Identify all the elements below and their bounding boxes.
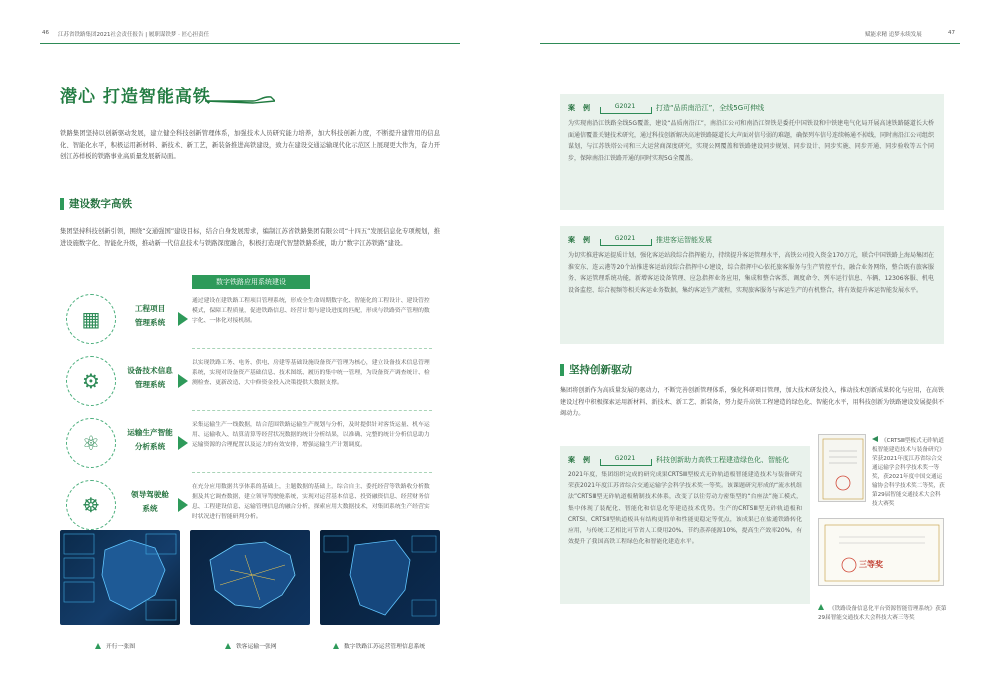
case-body: 为实现南沿江铁路全线5G覆盖，建设“品质南沿江”，南沿江公司和南沿江智铁是委托中国铁设和中铁建电气化局开展高速铁路隧道长大桥面通信覆盖关键技术研究，通过科技创新解决高速铁路隧道长大声面对信号弱的难题，确保列车信号连续畅通不掉线，同时南沿江公司组织谋划，与江苏铁塔公司和三大运营商深度研究，实现公网覆盖和铁路建设同步规划、同步设计、同步实施、同步开通、同步验收等五个同步，保障南沿江铁路开通的同时实现5G全覆盖。 (568, 120, 935, 162)
system-description: 采集运输生产一线数据，结合范围铁路运输生产规划与分析，及时提供针对客货运量、机车运用、运输收入、结算清算等经营状况数据的统计分析结果，以准确、完整的统计分析信息助力运输资源的合理配置以及运力的有效安排，增强运输生产计划调度。 (192, 422, 430, 448)
system-icon-circle (66, 294, 116, 344)
building-icon: ▦ (81, 307, 101, 331)
system-icon-circle (66, 356, 116, 406)
divider (192, 348, 432, 349)
china-map-graphic (190, 530, 310, 625)
case-header: 案例 G2021 打造“品质南沿江”，全线5G可伸线 (568, 103, 765, 112)
right-header-line (540, 43, 960, 44)
triangle-icon (333, 643, 339, 649)
dashboard-image-2 (190, 530, 310, 625)
triangle-icon (225, 643, 231, 649)
right-page-number: 47 (948, 30, 955, 36)
section-heading-innovation (560, 362, 632, 377)
system-row-equipment (60, 352, 430, 414)
system-name: 设备技术信息 管理系统 (127, 366, 173, 389)
section-paragraph: 集团将创新作为高质量发展的驱动力，不断完善创新管理体系，强化科研项目管理，加大技术研发投入，推动技术创新成果转化与应用，在高铁建设过程中积极探索运用新材料、新技术、新工艺、新装备，努力提升高铁工程建造的绿色化、智能化水平，用科技创新为铁路建设发展提供不竭动力。 (560, 387, 944, 417)
systems-banner: 数字铁路应用系统建设 (192, 275, 310, 289)
system-name: 运输生产智能 分析系统 (127, 428, 173, 451)
map-graphic (60, 530, 180, 625)
right-header-title: 赋能求精 追梦永续发展 (865, 32, 922, 38)
system-row-project (60, 290, 430, 352)
left-header-title: 江苏省铁路集团2021社会责任报告 | 履职谋铁梦 · 匠心担责任 (58, 32, 210, 38)
page-title: 潜心 打造智能高铁 (60, 87, 211, 107)
certificate-graphic (819, 519, 945, 587)
system-name: 领导驾驶舱 系统 (131, 490, 169, 513)
case-box-passenger (560, 226, 944, 344)
dashboard-image-3 (320, 530, 440, 625)
dashboard-image-1 (60, 530, 180, 625)
arrow-icon (178, 374, 188, 388)
image-caption-2: 铁客运输一张网 (225, 641, 277, 650)
section-paragraph: 集团坚持科技创新引领，围绕“交通强国”建设目标，结合自身发展需求，编制江苏省铁路集团有限公司“十四五”发展信息化专项规划，推进设施数字化、智能化升级，推动新一代信息技术与铁路深度融合，积极打造现代智慧铁路系统，助力“数字江苏铁路”建设。 (60, 228, 440, 247)
triangle-icon (818, 604, 824, 610)
arrow-icon (178, 498, 188, 512)
system-description: 以实现铁路工务、电务、供电、房建等基础设施设备资产管理为核心，建立设备技术信息管理系统，实现对设备资产基础信息、技术图纸、履历的集中统一管理，为设备资产调查统计、检测检查、更新改造、大中修资金投入决策提供大数据支撑。 (192, 360, 430, 386)
section-heading-digital (60, 196, 132, 211)
system-description: 通过建设在建铁路工程项目管理系统，形成全生命周期数字化、智能化的工程设计、建设管控模式，保障工程质量，促进铁路信息、经营计划与建设进度的匹配，形成与铁路资产管理的数字化、一体化对接机制。 (192, 298, 430, 324)
train-line-icon (205, 93, 275, 105)
divider (192, 472, 432, 473)
system-row-transport (60, 414, 430, 476)
section-title: 坚持创新驱动 (569, 364, 632, 376)
arrow-icon (178, 312, 188, 326)
system-icon-circle (66, 418, 116, 468)
left-page-number: 46 (42, 30, 49, 36)
system-row-cockpit (60, 476, 430, 538)
section-bar (60, 198, 64, 210)
divider (192, 410, 432, 411)
case-body: 为切实推进客运提质计划，强化客运站段综合指挥能力，持续提升客运管理水平，高铁公司投入资金170万元，联合中国铁路上海局集团在淮安东、连云港等20个站推进客运站段综合指挥中心建设，综合指挥中心依托旅客服务与生产管控平台，融合业务网络，整合既有旅客服务、客运管理系统功能，新增客运设备管理、应急指挥业务应用，集成和整合客票、调度命令、列车运行信息、车辆、12306客服、机电设备监控、综合视频等相关客运业务数据，集约客运生产流程，实现旅客服务与客运生产的有机整合，将有效提升客运智能发展水平。 (568, 252, 934, 294)
right-page (500, 0, 1000, 679)
network-map-graphic (320, 530, 440, 625)
system-icon-circle (66, 480, 116, 530)
system-description: 在充分应用数据共享体系的基础上，主题数据的基础上，综合自主、委托经营等铁路收分析数据及其它调查数据，建立领导驾驶舱系统，实现对运营基本信息、投资融资信息、经营财务信息、工程建设信息、运输管理信息的融合分析，探索应用大数据技术，对集团系统生产经营实时状况进行智能研判分析。 (192, 484, 430, 520)
case-header: 案例 G2021 推进客运智能发展 (568, 235, 712, 244)
case-header: 案例 G2021 科技创新助力高铁工程建造绿色化、智能化 (568, 455, 789, 464)
section-bar (560, 364, 564, 376)
image-caption-3: 数字铁路江苏运营管理信息系统 (333, 641, 425, 650)
section-title: 建设数字高铁 (69, 198, 132, 210)
case-box-5g (560, 94, 944, 210)
left-header-line (40, 43, 460, 44)
image-caption-1: 开行一张图 (95, 641, 135, 650)
certificate-2-image (818, 518, 944, 586)
award-stamp-text: 三等奖 (859, 560, 883, 569)
certificate-graphic (819, 435, 867, 503)
gear-icon: ⚙ (82, 369, 100, 393)
case-box-tech (560, 446, 810, 604)
certificate-1-note: 《CRTSⅢ型板式无砟轨道板智能建造技术与装备研究》荣获2021年度江苏省综合交通运输学会科学技术奖一等奖，获2021年度中国交通运输协会科学技术奖二等奖，获第29届智能交通技术大会科技大赛奖 (872, 438, 945, 507)
steering-wheel-icon: ☸ (82, 493, 100, 517)
triangle-icon (872, 436, 878, 442)
intro-paragraph: 铁路集团坚持以创新驱动发展，建立健全科技创新管理体系，加强技术人员研究能力培养，加大科技创新力度，不断提升建管用的信息化、智能化水平，积极运用新材料、新技术、新工艺，新装备推进高铁建设，致力在建设交通运输现代化示范区上展现更大作为，奋力开创江苏样板的铁路事业高质量发展新局面。 (60, 130, 440, 160)
system-name: 工程项目 管理系统 (134, 304, 166, 327)
certificate-1-image (818, 434, 866, 502)
atom-icon: ⚛ (82, 431, 100, 455)
triangle-icon (95, 643, 101, 649)
arrow-icon (178, 436, 188, 450)
case-body: 2021年度，集团组织完成的研究成果CRTSⅢ型板式无砟轨道板智能建造技术与装备研究荣获2021年度江苏省综合交通运输学会科学技术奖一等奖。该课题研究形成的“流水机组法”CRTSⅢ型无砟轨道板精制技术体系，改变了以往劳动力密集型的“台座法”施工模式，集中体现了装配化、智能化和信息化等建造技术优势。生产的CRTSⅢ型无砟轨道板和CRTSI、CRTSⅡ型轨道板具有结构更简单和性能更稳定等优点，该成果已在盐通铁路转化应用，与传统工艺相比可节省人工费用20%、节约蒸养能源10%，提高生产效率20%，有效提升了我国高铁工程绿色化和智能化建造水平。 (568, 472, 802, 546)
certificate-2-caption: 《铁路设备信息化平台资源智能管理系统》获第29届智能交通技术大会科技大赛三等奖 (818, 606, 947, 621)
